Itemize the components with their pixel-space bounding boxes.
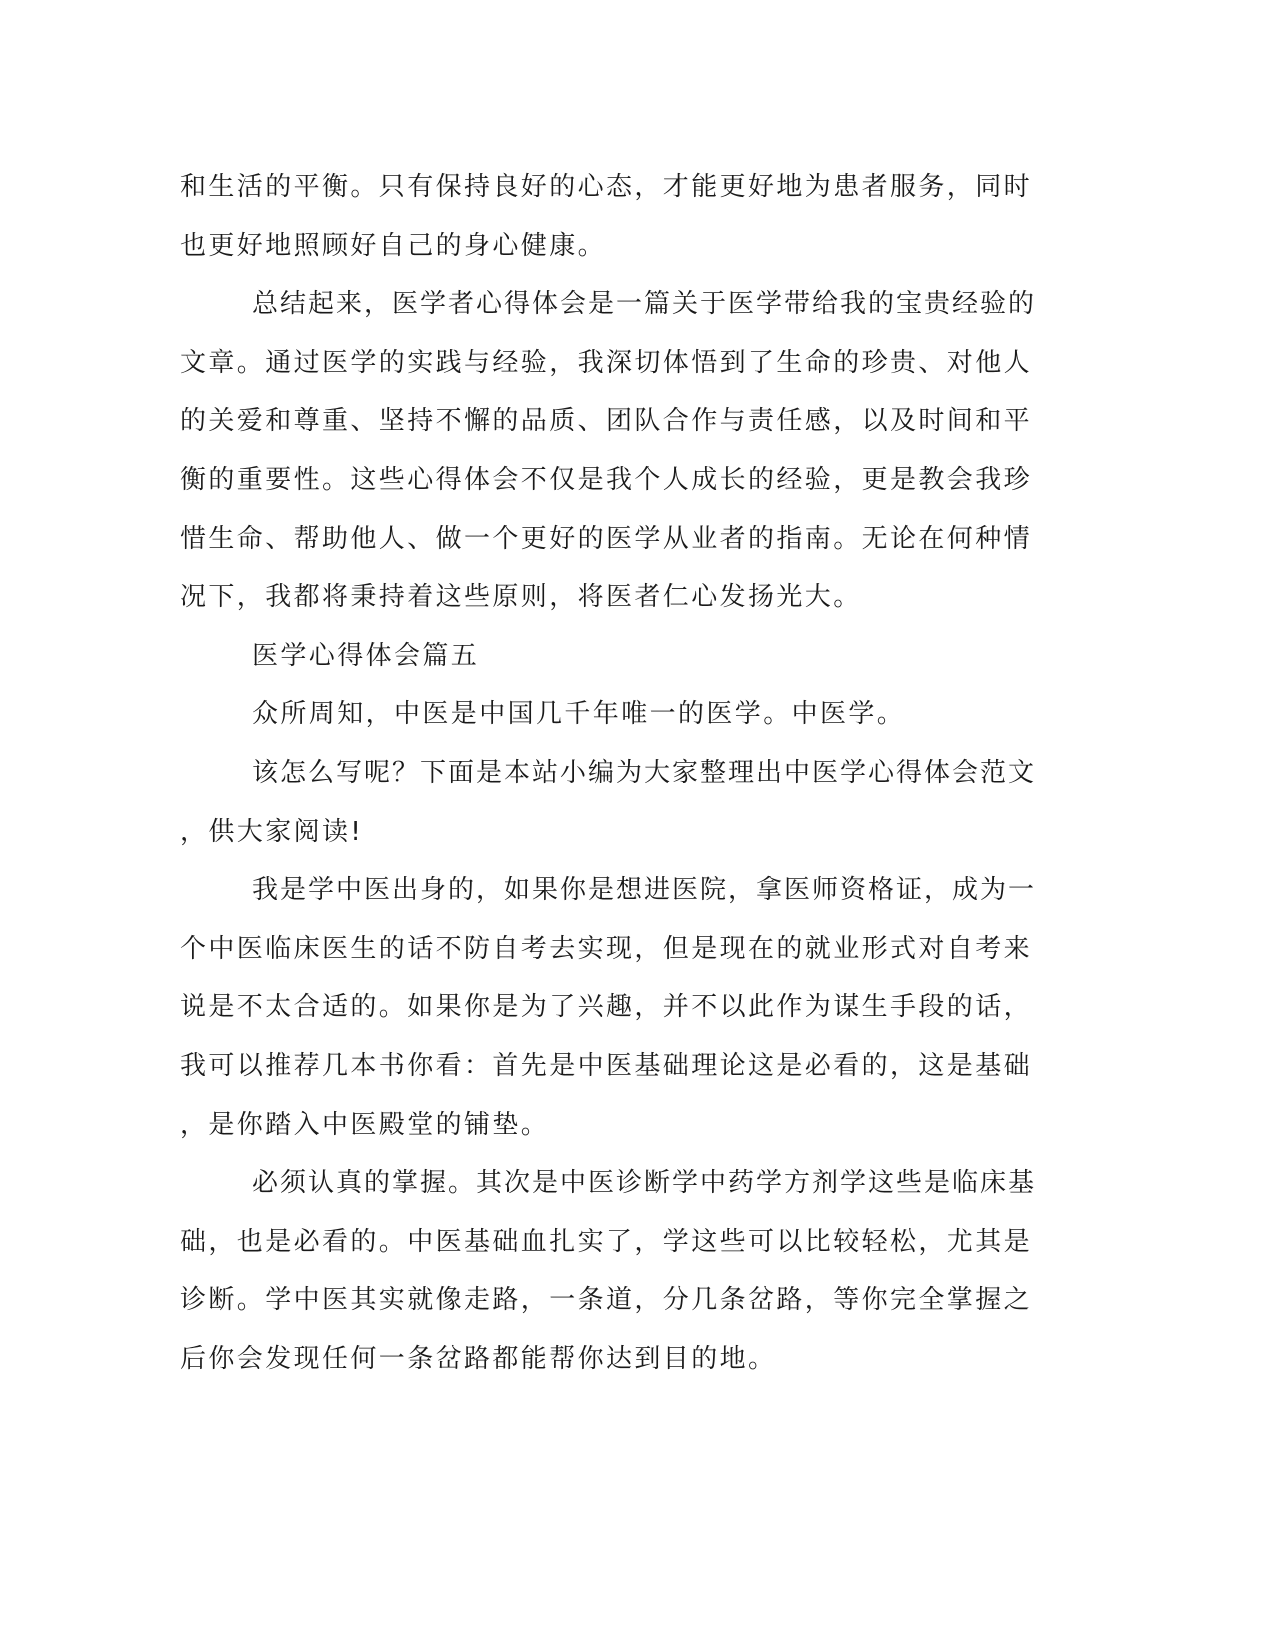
text-line: 的关爱和尊重、坚持不懈的品质、团队合作与责任感，以及时间和平 <box>180 406 1033 437</box>
text-line: 后你会发现任何一条岔路都能帮你达到目的地。 <box>180 1343 777 1374</box>
text-line: 础，也是必看的。中医基础血扎实了，学这些可以比较轻松，尤其是 <box>180 1226 1033 1257</box>
text-line: 文章。通过医学的实践与经验，我深切体悟到了生命的珍贵、对他人 <box>180 347 1033 378</box>
text-line: 也更好地照顾好自己的身心健康。 <box>180 230 607 261</box>
paragraph-start-line: 总结起来，医学者心得体会是一篇关于医学带给我的宝贵经验的 <box>252 289 1037 320</box>
paragraph-start-line: 必须认真的掌握。其次是中医诊断学中药学方剂学这些是临床基 <box>252 1168 1037 1199</box>
paragraph-start-line: 我是学中医出身的，如果你是想进医院，拿医师资格证，成为一 <box>252 875 1037 906</box>
text-line: 诊断。学中医其实就像走路，一条道，分几条岔路，等你完全掌握之 <box>180 1285 1033 1316</box>
text-line: 和生活的平衡。只有保持良好的心态，才能更好地为患者服务，同时 <box>180 172 1033 202</box>
text-line: ，供大家阅读! <box>180 816 364 847</box>
text-line: 我可以推荐几本书你看：首先是中医基础理论这是必看的，这是基础 <box>180 1050 1033 1081</box>
paragraph-start-line: 该怎么写呢？下面是本站小编为大家整理出中医学心得体会范文 <box>252 757 1037 788</box>
text-line: 说是不太合适的。如果你是为了兴趣，并不以此作为谋生手段的话， <box>180 992 1033 1023</box>
text-line: ，是你踏入中医殿堂的铺垫。 <box>180 1109 550 1140</box>
section-heading: 医学心得体会篇五 <box>252 640 480 671</box>
text-line: 衡的重要性。这些心得体会不仅是我个人成长的经验，更是教会我珍 <box>180 464 1033 495</box>
text-line: 个中医临床医生的话不防自考去实现，但是现在的就业形式对自考来 <box>180 933 1033 964</box>
paragraph-start-line: 众所周知，中医是中国几千年唯一的医学。中医学。 <box>252 699 906 730</box>
text-line: 惜生命、帮助他人、做一个更好的医学从业者的指南。无论在何种情 <box>180 523 1033 554</box>
document-body <box>180 158 1040 1388</box>
text-line: 况下，我都将秉持着这些原则，将医者仁心发扬光大。 <box>180 582 862 613</box>
